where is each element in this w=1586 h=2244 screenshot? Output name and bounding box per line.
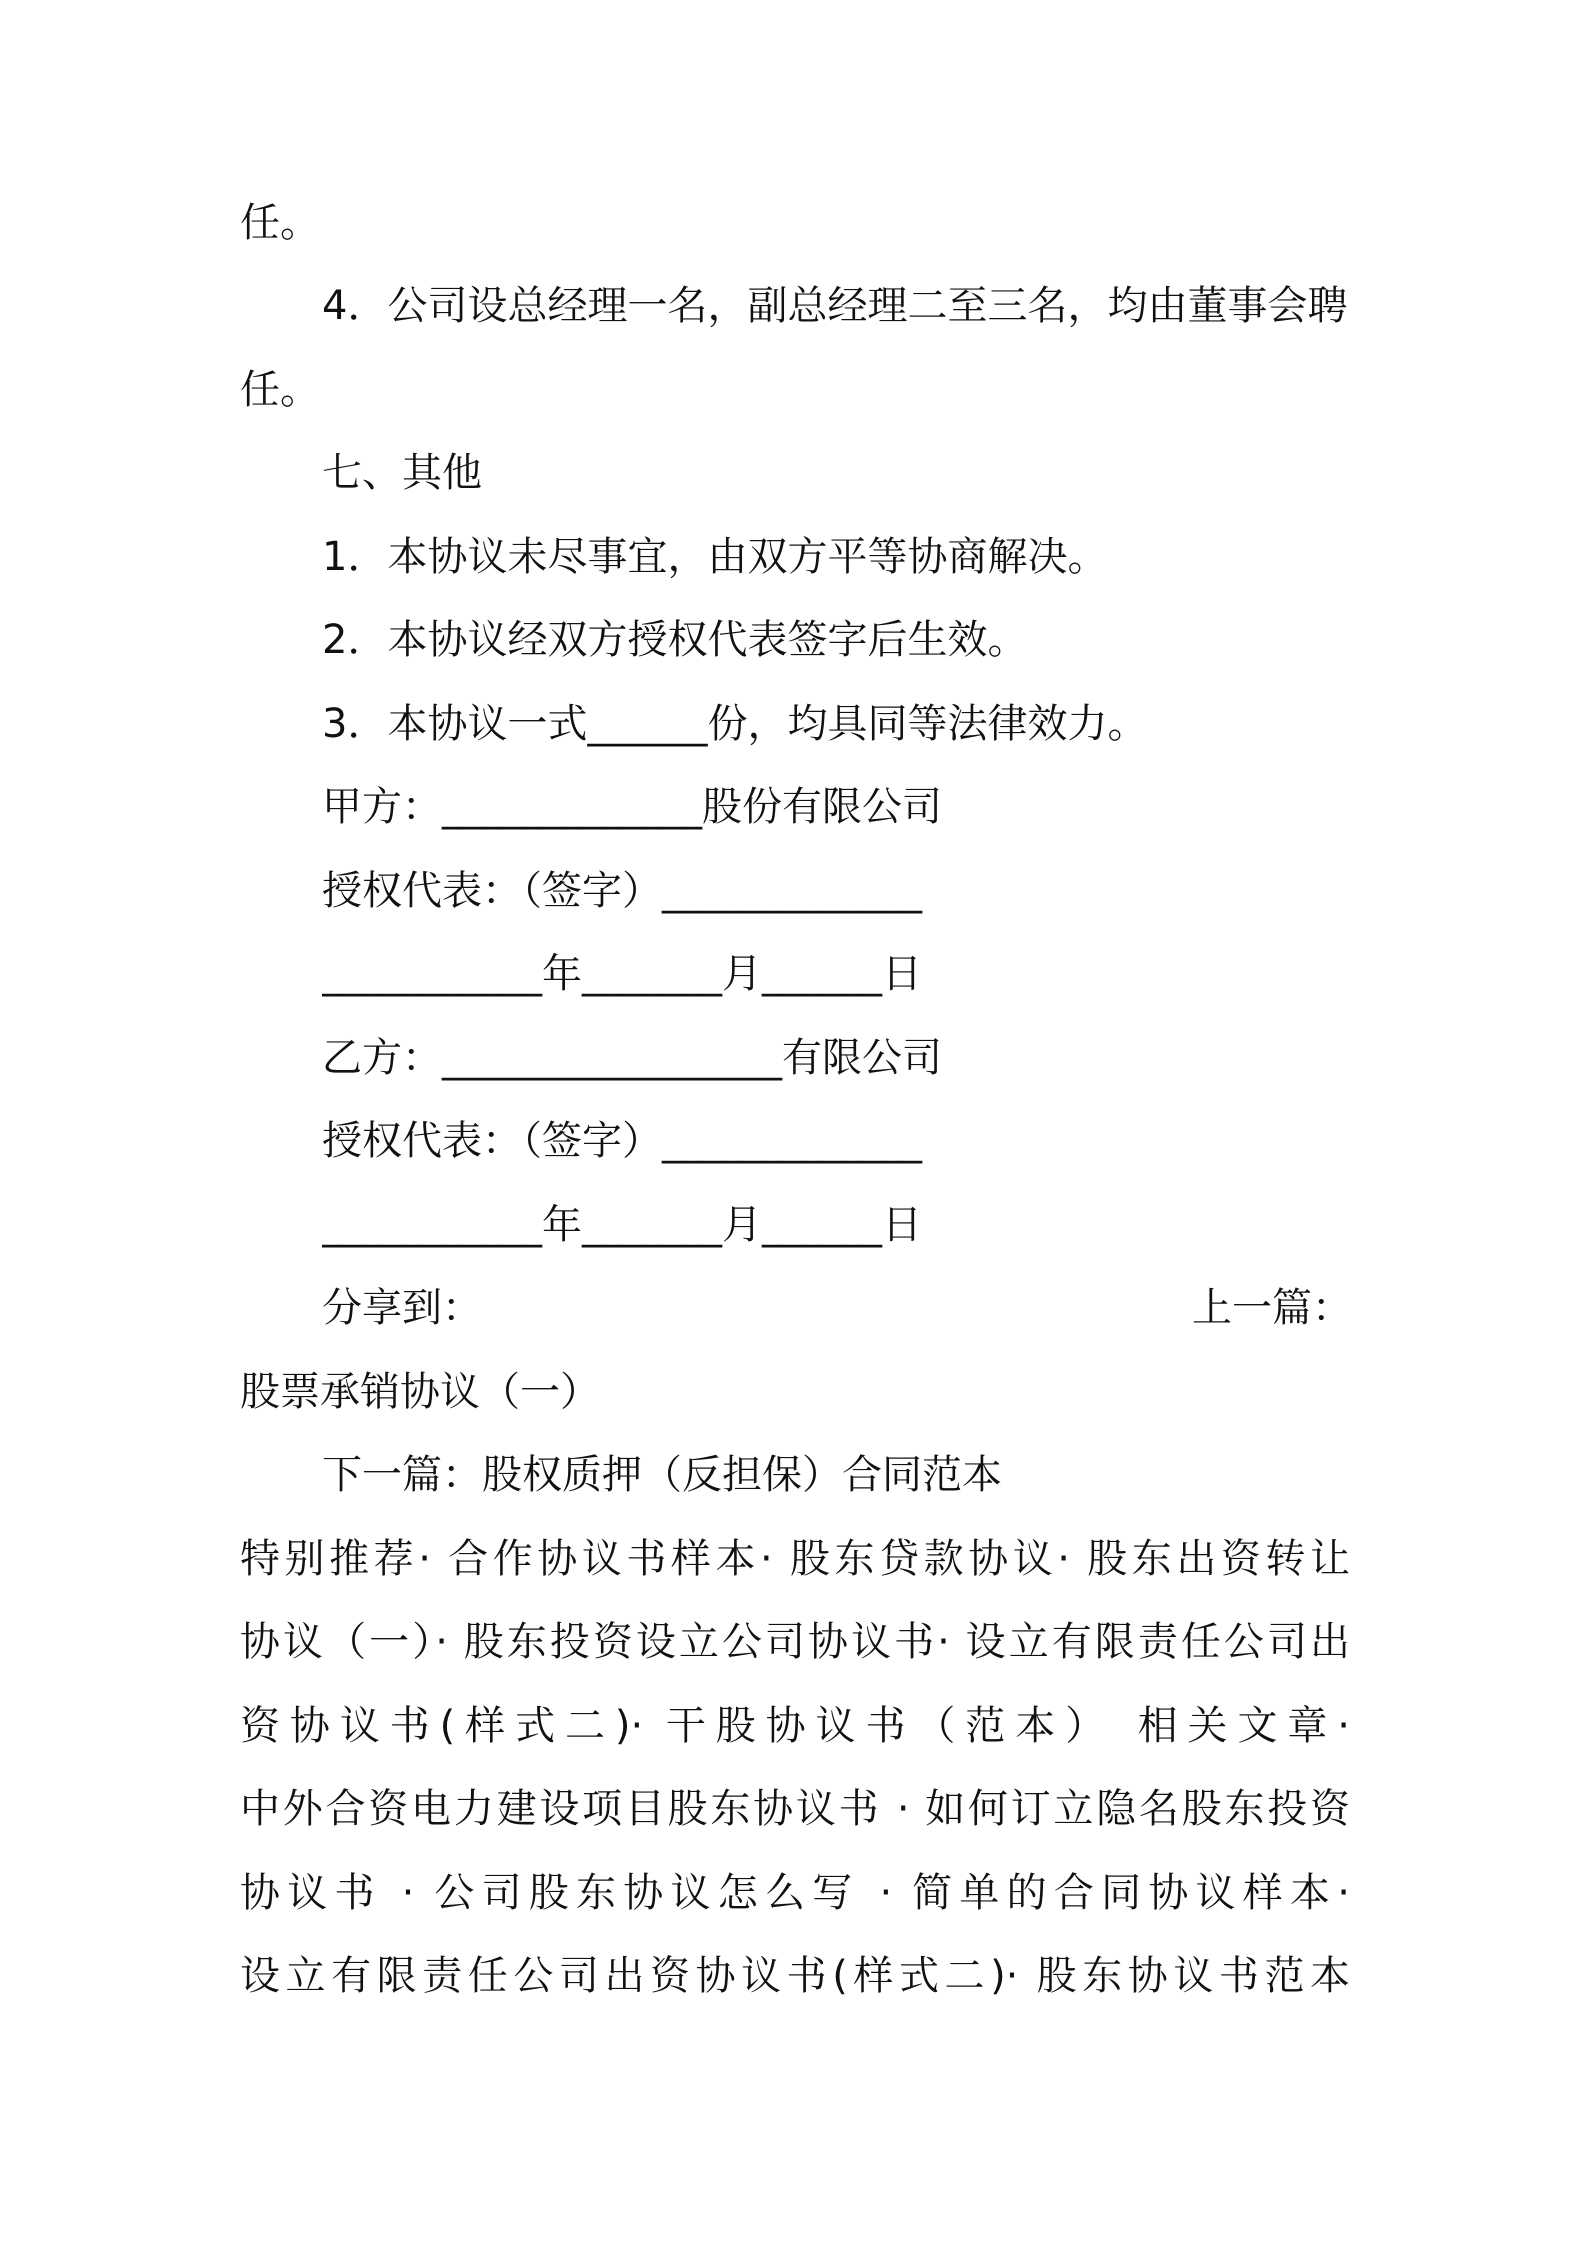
related-line: 中外合资电力建设项目股东协议书 · 如何订立隐名股东投资 — [240, 1786, 1350, 1832]
party-b-line: 乙方：_________________有限公司 — [322, 1035, 942, 1081]
prev-article-row — [240, 1362, 1350, 1422]
clause-1: 1．本协议未尽事宜，由双方平等协商解决。 — [322, 534, 1108, 580]
next-article-row — [322, 1445, 1352, 1505]
clause-4: 4．公司设总经理一名，副总经理二至三名，均由董事会聘 — [322, 283, 1348, 329]
recommend-line: 资协议书(样式二)· 干股协议书（范本） 相关文章· — [240, 1703, 1350, 1749]
related-line: 协议书 · 公司股东协议怎么写 · 简单的合同协议样本· — [240, 1870, 1350, 1916]
share-label: 分享到： — [322, 1285, 482, 1331]
text-line: 任。 — [240, 200, 320, 246]
recommend-line: 协议（一）· 股东投资设立公司协议书· 设立有限责任公司出 — [240, 1619, 1350, 1665]
next-article-label: 下一篇： — [322, 1452, 482, 1498]
prev-article-label: 上一篇： — [1192, 1285, 1352, 1331]
clause-2: 2．本协议经双方授权代表签字后生效。 — [322, 617, 1028, 663]
clause-3: 3．本协议一式______份，均具同等法律效力。 — [322, 701, 1148, 747]
party-a-signature-line: 授权代表：（签字）_____________ — [322, 868, 922, 914]
related-line: 设立有限责任公司出资协议书(样式二)· 股东协议书范本 — [240, 1953, 1350, 1999]
text-line: 任。 — [240, 367, 320, 413]
recommend-line: 特别推荐· 合作协议书样本· 股东贷款协议· 股东出资转让 — [240, 1536, 1350, 1582]
share-nav-row — [322, 1278, 1352, 1338]
party-a-date-line: ___________年_______月______日 — [322, 951, 922, 997]
party-b-date-line: ___________年_______月______日 — [322, 1202, 922, 1248]
section-heading-other: 七、其他 — [322, 450, 482, 496]
party-a-line: 甲方：_____________股份有限公司 — [322, 784, 942, 830]
prev-article-link[interactable]: 股票承销协议（一） — [240, 1369, 600, 1415]
party-b-signature-line: 授权代表：（签字）_____________ — [322, 1118, 922, 1164]
next-article-link[interactable]: 股权质押（反担保）合同范本 — [482, 1452, 1002, 1498]
